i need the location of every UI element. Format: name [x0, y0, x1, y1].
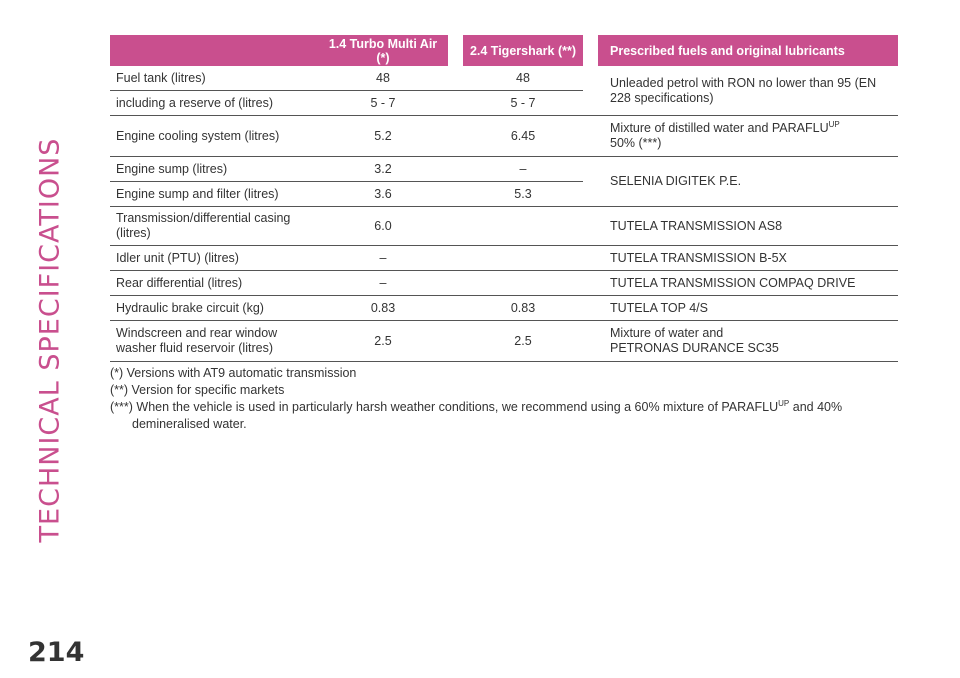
row-label: Engine sump and filter (litres) — [110, 182, 318, 207]
table-row: Engine sump and filter (litres) 3.6 5.3 — [110, 182, 898, 207]
row-label: Hydraulic brake circuit (kg) — [110, 296, 318, 321]
footnote-1: (*) Versions with AT9 automatic transmission — [110, 366, 357, 380]
lubricant-coolant: Mixture of distilled water and $PARAFLU^{UP}$ 50% (***) — [598, 116, 898, 157]
table-row: Rear differential (litres) – TUTELA TRANSMISSION COMPAQ DRIVE — [110, 271, 898, 296]
row-label: Idler unit (PTU) (litres) — [110, 246, 318, 271]
table-row: Idler unit (PTU) (litres) – TUTELA TRANSMISSION B-5X — [110, 246, 898, 271]
header-engine-2: 2.4 Tigershark (**) — [463, 35, 583, 66]
header-blank — [110, 35, 318, 66]
row-label: Fuel tank (litres) — [110, 66, 318, 91]
section-title-vertical: TECHNICAL SPECIFICATIONS — [34, 137, 66, 543]
lubricant-sump: SELENIA DIGITEK P.E. — [598, 157, 898, 207]
lubricant-rear-diff: TUTELA TRANSMISSION COMPAQ DRIVE — [598, 271, 898, 296]
capacities-table — [110, 35, 898, 362]
row-label: Transmission/differential casing (litres) — [110, 207, 318, 246]
table-row: Windscreen and rear window washer fluid reservoir (litres) 2.5 2.5 Mixture of water and PETRONAS DURANCE SC35 — [110, 321, 898, 362]
table-row: Fuel tank (litres) 48 48 Unleaded petrol with RON no lower than 95 (EN 228 specifications) — [110, 66, 898, 91]
row-label: Engine sump (litres) — [110, 157, 318, 182]
lubricant-brake: TUTELA TOP 4/S — [598, 296, 898, 321]
table-row: Hydraulic brake circuit (kg) 0.83 0.83 TUTELA TOP 4/S — [110, 296, 898, 321]
table-row: Engine cooling system (litres) 5.2 6.45 Mixture of distilled water and $PARAFLU^{UP}$ 50% (***) — [110, 116, 898, 157]
header-lubricants: Prescribed fuels and original lubricants — [598, 35, 898, 66]
lubricant-washer: Mixture of water and PETRONAS DURANCE SC35 — [598, 321, 898, 362]
header-engine-1: 1.4 Turbo Multi Air (*) — [318, 35, 448, 66]
table-header-row — [110, 35, 898, 66]
lubricant-ptu: TUTELA TRANSMISSION B-5X — [598, 246, 898, 271]
row-label: Engine cooling system (litres) — [110, 116, 318, 157]
table-row: including a reserve of (litres) 5 - 7 5 - 7 — [110, 91, 898, 116]
row-label: Windscreen and rear window washer fluid reservoir (litres) — [110, 321, 318, 362]
row-label: including a reserve of (litres) — [110, 91, 318, 116]
page-number: 214 — [28, 637, 85, 668]
row-label: Rear differential (litres) — [110, 271, 318, 296]
lubricant-fuel: Unleaded petrol with RON no lower than 95 (EN 228 specifications) — [598, 66, 898, 116]
table-row: Engine sump (litres) 3.2 – SELENIA DIGITEK P.E. — [110, 157, 898, 182]
lubricant-transmission: TUTELA TRANSMISSION AS8 — [598, 207, 898, 246]
table-row: Transmission/differential casing (litres) 6.0 TUTELA TRANSMISSION AS8 — [110, 207, 898, 246]
footnote-2: (**) Version for specific markets — [110, 383, 285, 397]
footnote-3: (***) When the vehicle is used in particularly harsh weather conditions, we recommend using a 60% mixture of $PARAFLU^{UP}$ and 40% demineralised water. — [110, 398, 843, 431]
footnotes — [110, 365, 870, 433]
